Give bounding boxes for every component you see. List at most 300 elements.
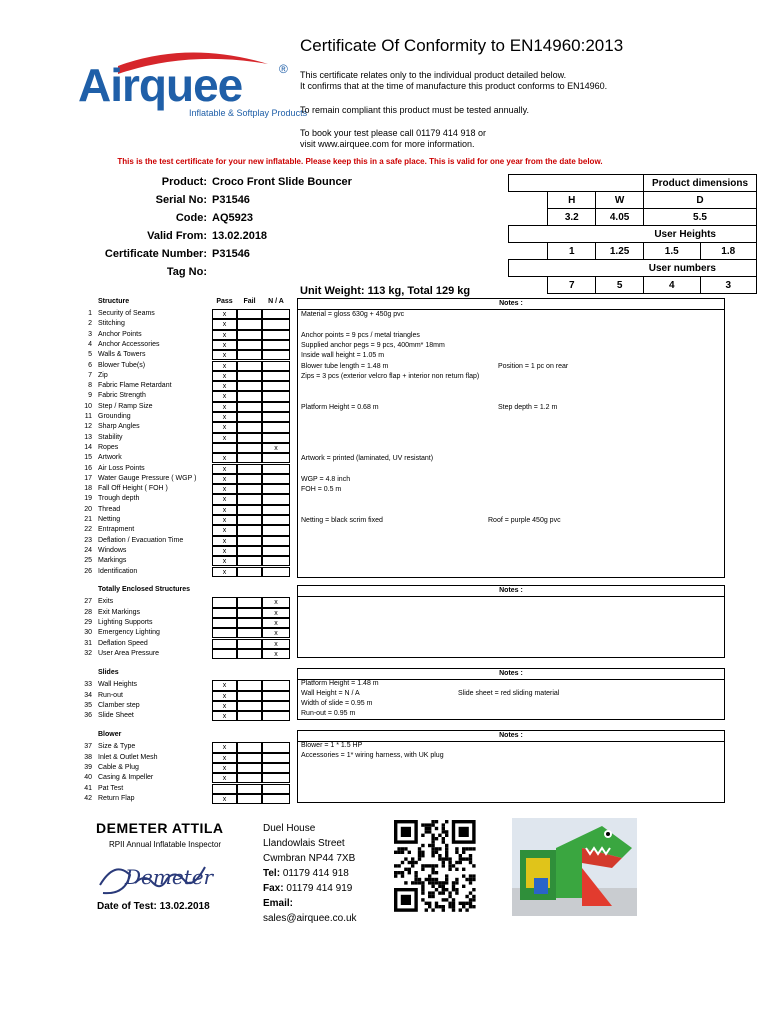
na-cell (262, 753, 290, 763)
note-wall-height: Inside wall height = 1.05 m (301, 352, 385, 359)
fail-cell (237, 412, 262, 422)
fail-cell (237, 371, 262, 381)
row-number: 4 (88, 340, 92, 348)
row-label: Anchor Points (98, 330, 142, 338)
fail-cell (237, 494, 262, 504)
na-cell: x (262, 618, 290, 628)
na-cell (262, 464, 290, 474)
row-label: Windows (98, 546, 127, 554)
na-cell (262, 484, 290, 494)
na-cell: x (262, 443, 290, 453)
na-cell (262, 319, 290, 329)
row-number: 6 (88, 361, 92, 369)
row-label: Lighting Supports (98, 618, 153, 626)
section-title: Blower (98, 731, 122, 738)
na-cell (262, 309, 290, 319)
pass-cell: x (212, 309, 237, 319)
row-number: 26 (84, 567, 92, 575)
fail-cell (237, 422, 262, 432)
code-value: AQ5923 (212, 212, 253, 224)
row-number: 12 (84, 423, 92, 431)
user-height-2: 1.25 (596, 243, 644, 260)
row-number: 28 (84, 608, 92, 616)
email-value: sales@airquee.co.uk (263, 913, 357, 924)
serial-value: P31546 (212, 194, 250, 206)
tel-label: Tel: (263, 868, 281, 879)
row-label: Slide Sheet (98, 712, 134, 720)
product-photo (512, 818, 637, 916)
na-cell (262, 556, 290, 566)
valid-from-value: 13.02.2018 (212, 230, 268, 242)
inspector-role: RPII Annual Inflatable Inspector (109, 840, 222, 849)
na-cell: x (262, 608, 290, 618)
user-height-3: 1.5 (644, 243, 701, 260)
na-cell (262, 494, 290, 504)
fail-cell (237, 567, 262, 577)
note-material: Material = gloss 630g + 450g pvc (301, 311, 405, 318)
fail-cell (237, 628, 262, 638)
croco-bouncer-image (512, 818, 637, 916)
pass-cell: x (212, 422, 237, 432)
pass-cell: x (212, 711, 237, 721)
row-label: Casing & Impeller (98, 774, 154, 782)
pass-cell: x (212, 567, 237, 577)
na-cell (262, 794, 290, 804)
row-label: Return Flap (98, 794, 135, 802)
row-number: 1 (88, 310, 92, 317)
na-cell (262, 773, 290, 783)
fail-cell (237, 361, 262, 371)
pass-cell: x (212, 319, 237, 329)
row-number: 5 (88, 351, 92, 359)
note-platform-height: Platform Height = 0.68 m (301, 404, 379, 411)
row-label: Pat Test (98, 784, 124, 792)
notes-header: Notes : (298, 731, 724, 742)
fail-cell (237, 639, 262, 649)
pass-cell: x (212, 536, 237, 546)
row-label: Ropes (98, 443, 119, 451)
row-number: 8 (88, 382, 92, 390)
row-label: Trough depth (98, 495, 140, 503)
pass-cell (212, 618, 237, 628)
row-number: 29 (84, 618, 92, 626)
notes-box-enclosed (297, 585, 725, 658)
row-number: 2 (88, 320, 92, 328)
pass-header: Pass (216, 298, 233, 305)
note-blower: Blower = 1 * 1.5 HP (301, 742, 363, 749)
pass-cell: x (212, 453, 237, 463)
row-label: Identification (98, 567, 138, 575)
pass-cell: x (212, 763, 237, 773)
fail-cell (237, 649, 262, 659)
intro-line-5: visit www.airquee.com for more information. (300, 139, 475, 149)
pass-cell: x (212, 546, 237, 556)
na-cell (262, 763, 290, 773)
row-number: 19 (84, 495, 92, 503)
fail-cell (237, 691, 262, 701)
fail-cell (237, 618, 262, 628)
user-number-3: 4 (644, 277, 701, 294)
fail-cell (237, 433, 262, 443)
section-title: Slides (98, 669, 119, 676)
na-cell (262, 474, 290, 484)
na-cell (262, 505, 290, 515)
pass-cell: x (212, 680, 237, 690)
pass-cell (212, 628, 237, 638)
pass-cell: x (212, 794, 237, 804)
code-label: Code: (175, 212, 207, 224)
fail-cell (237, 773, 262, 783)
row-number: 30 (84, 629, 92, 637)
notes-header: Notes : (298, 669, 724, 680)
pass-cell: x (212, 350, 237, 360)
fail-cell (237, 556, 262, 566)
fail-cell (237, 350, 262, 360)
note-slide-platform: Platform Height = 1.48 m (301, 680, 379, 687)
fail-cell (237, 742, 262, 752)
na-cell (262, 525, 290, 535)
address-line-3: Cwmbran NP44 7XB (263, 853, 356, 864)
pass-cell: x (212, 742, 237, 752)
dim-value-h: 3.2 (548, 209, 596, 226)
na-cell (262, 391, 290, 401)
fail-cell (237, 515, 262, 525)
row-number: 34 (84, 691, 92, 699)
intro-line-4: To book your test please call 01179 414 918 or (300, 128, 486, 138)
row-label: Zip (98, 371, 108, 379)
pass-cell: x (212, 515, 237, 525)
pass-cell: x (212, 505, 237, 515)
row-number: 39 (84, 763, 92, 771)
intro-line-3: To remain compliant this product must be tested annually. (300, 105, 529, 115)
fail-cell (237, 453, 262, 463)
intro-line-1: This certificate relates only to the individual product detailed below. (300, 70, 567, 80)
note-anchor-points: Anchor points = 9 pcs / metal triangles (301, 332, 420, 339)
row-label: Emergency Lighting (98, 629, 160, 637)
fail-cell (237, 608, 262, 618)
row-label: Air Loss Points (98, 464, 145, 472)
row-number: 23 (84, 536, 92, 544)
na-cell (262, 422, 290, 432)
row-number: 41 (84, 784, 92, 792)
qr-pattern (394, 820, 476, 912)
na-cell (262, 330, 290, 340)
note-foh: FOH = 0.5 m (301, 486, 342, 493)
certificate-title: Certificate Of Conformity to EN14960:2013 (300, 36, 624, 55)
row-number: 3 (88, 330, 92, 338)
fax-label: Fax: (263, 883, 284, 894)
dim-header-w: W (596, 192, 644, 209)
qr-code (394, 820, 476, 912)
note-zips: Zips = 3 pcs (exterior velcro flap + interior non return flap) (301, 373, 480, 380)
tel-value: 01179 414 918 (282, 868, 349, 879)
dimensions-table (508, 174, 757, 294)
pass-cell: x (212, 753, 237, 763)
row-label: Size & Type (98, 743, 136, 751)
fail-cell (237, 402, 262, 412)
pass-cell: x (212, 412, 237, 422)
row-number: 40 (84, 774, 92, 782)
row-number: 10 (84, 402, 92, 410)
row-number: 35 (84, 701, 92, 709)
row-number: 24 (84, 546, 92, 554)
na-cell (262, 402, 290, 412)
pass-cell: x (212, 494, 237, 504)
na-cell (262, 412, 290, 422)
dim-header-h: H (548, 192, 596, 209)
row-number: 25 (84, 557, 92, 565)
row-number: 15 (84, 454, 92, 462)
pass-cell: x (212, 691, 237, 701)
na-cell (262, 371, 290, 381)
pass-cell: x (212, 773, 237, 783)
row-number: 18 (84, 485, 92, 493)
row-number: 17 (84, 474, 92, 482)
user-height-4: 1.8 (700, 243, 757, 260)
row-number: 33 (84, 681, 92, 689)
intro-line-2: It confirms that at the time of manufacture this product conforms to EN14960. (300, 81, 608, 91)
na-cell (262, 433, 290, 443)
row-number: 20 (84, 505, 92, 513)
pass-cell (212, 784, 237, 794)
row-number: 27 (84, 598, 92, 606)
row-label: Exit Markings (98, 608, 141, 616)
user-number-2: 5 (596, 277, 644, 294)
row-number: 38 (84, 753, 92, 761)
dimensions-title: Product dimensions (644, 175, 757, 192)
fail-cell (237, 794, 262, 804)
dim-value-w: 4.05 (596, 209, 644, 226)
row-label: Stitching (98, 320, 125, 328)
na-cell (262, 691, 290, 701)
fail-header: Fail (243, 298, 256, 305)
na-cell (262, 567, 290, 577)
na-cell (262, 381, 290, 391)
certificate-number-label: Certificate Number: (104, 248, 207, 260)
telephone (263, 868, 349, 879)
row-label: Markings (98, 557, 127, 565)
row-label: Deflation Speed (98, 639, 148, 647)
unit-weight: Unit Weight: 113 kg, Total 129 kg (300, 285, 471, 297)
row-label: Blower Tube(s) (98, 361, 146, 369)
row-label: Water Gauge Pressure ( WGP ) (98, 474, 197, 482)
signature (95, 855, 215, 900)
pass-cell: x (212, 381, 237, 391)
row-label: User Area Pressure (98, 649, 160, 657)
row-label: Walls & Towers (98, 351, 146, 359)
signature-text: Demeter (125, 865, 214, 889)
logo-brand: Airquee (78, 59, 243, 111)
note-slide-sheet: Slide sheet = red sliding material (458, 690, 560, 697)
na-cell: x (262, 639, 290, 649)
note-slide-wall: Wall Height = N / A (301, 690, 360, 697)
row-number: 7 (88, 371, 92, 379)
note-slide-runout: Run-out = 0.95 m (301, 710, 356, 717)
fail-cell (237, 464, 262, 474)
pass-cell: x (212, 556, 237, 566)
user-height-1: 1 (548, 243, 596, 260)
inspector-name: DEMETER ATTILA (96, 820, 224, 836)
row-label: Fall Off Height ( FOH ) (98, 485, 168, 493)
row-number: 31 (84, 639, 92, 647)
serial-label: Serial No: (155, 194, 207, 206)
fail-cell (237, 340, 262, 350)
validity-notice: This is the test certificate for your new inflatable. Please keep this in a safe place. This is valid for one year from the date below. (117, 157, 603, 166)
row-number: 42 (84, 794, 92, 802)
address-line-2: Llandowlais Street (263, 838, 345, 849)
na-header: N / A (268, 298, 284, 305)
row-label: Inlet & Outlet Mesh (98, 753, 158, 761)
fax (263, 883, 352, 894)
row-number: 14 (84, 443, 92, 451)
row-label: Netting (98, 516, 121, 523)
pass-cell: x (212, 525, 237, 535)
fail-cell (237, 597, 262, 607)
pass-cell (212, 443, 237, 453)
note-blower-position: Position = 1 pc on rear (498, 363, 569, 370)
row-label: Security of Seams (98, 310, 155, 317)
row-number: 21 (84, 516, 92, 523)
fax-value: 01179 414 919 (286, 883, 353, 894)
row-label: Thread (98, 505, 121, 513)
row-label: Anchor Accessories (98, 340, 160, 348)
notes-box-structure (297, 298, 725, 578)
notes-header: Notes : (298, 586, 724, 597)
certificate-number-value: P31546 (212, 248, 250, 260)
pass-cell: x (212, 361, 237, 371)
pass-cell: x (212, 330, 237, 340)
fail-cell (237, 319, 262, 329)
na-cell (262, 701, 290, 711)
fail-cell (237, 711, 262, 721)
na-cell (262, 536, 290, 546)
note-anchor-pegs: Supplied anchor pegs = 9 pcs, 400mm* 18mm (301, 342, 445, 349)
valid-from-label: Valid From: (147, 230, 207, 242)
row-label: Deflation / Evacuation Time (98, 536, 184, 544)
na-cell (262, 784, 290, 794)
note-step-depth: Step depth = 1.2 m (498, 404, 558, 411)
section-title: Totally Enclosed Structures (98, 586, 191, 593)
row-number: 32 (84, 649, 92, 657)
structure-header: Structure (98, 298, 130, 305)
row-number: 37 (84, 743, 92, 751)
pass-cell: x (212, 391, 237, 401)
airquee-logo (78, 44, 308, 124)
fail-cell (237, 753, 262, 763)
row-label: Sharp Angles (98, 423, 140, 431)
date-of-test: Date of Test: 13.02.2018 (97, 901, 210, 912)
logo-tagline: Inflatable & Softplay Products (189, 108, 308, 118)
notes-header: Notes : (298, 299, 724, 310)
fail-cell (237, 381, 262, 391)
email-label: Email: (263, 898, 294, 909)
row-label: Exits (98, 598, 114, 606)
na-cell: x (262, 649, 290, 659)
na-cell (262, 711, 290, 721)
row-number: 36 (84, 712, 92, 720)
fail-cell (237, 474, 262, 484)
row-number: 9 (88, 392, 92, 400)
row-label: Fabric Flame Retardant (98, 382, 172, 390)
fail-cell (237, 484, 262, 494)
fail-cell (237, 525, 262, 535)
tag-label: Tag No: (166, 266, 207, 278)
dim-header-d: D (644, 192, 757, 209)
pass-cell: x (212, 701, 237, 711)
pass-cell: x (212, 402, 237, 412)
pass-cell (212, 639, 237, 649)
pass-cell: x (212, 371, 237, 381)
pass-cell: x (212, 464, 237, 474)
pass-cell: x (212, 474, 237, 484)
note-netting: Netting = black scrim fixed (301, 517, 383, 524)
row-label: Run-out (98, 691, 123, 699)
na-cell (262, 361, 290, 371)
na-cell (262, 340, 290, 350)
fail-cell (237, 546, 262, 556)
dim-value-d: 5.5 (644, 209, 757, 226)
notes-box-blower (297, 730, 725, 803)
na-cell (262, 680, 290, 690)
row-label: Wall Heights (98, 681, 138, 689)
row-label: Stability (98, 433, 123, 441)
row-label: Artwork (98, 454, 122, 462)
note-slide-width: Width of slide = 0.95 m (301, 700, 373, 707)
pass-cell (212, 597, 237, 607)
fail-cell (237, 330, 262, 340)
row-label: Grounding (98, 413, 131, 420)
address-line-1: Duel House (263, 823, 316, 834)
row-label: Cable & Plug (98, 763, 139, 771)
pass-cell (212, 649, 237, 659)
row-label: Entrapment (98, 526, 135, 534)
na-cell (262, 453, 290, 463)
pass-cell: x (212, 484, 237, 494)
fail-cell (237, 391, 262, 401)
notes-box-slides (297, 668, 725, 720)
fail-cell (237, 309, 262, 319)
note-blower-tube: Blower tube length = 1.48 m (301, 363, 389, 370)
fail-cell (237, 536, 262, 546)
row-number: 16 (84, 464, 92, 472)
note-accessories: Accessories = 1* wiring harness, with UK plug (301, 752, 444, 759)
user-heights-label: User Heights (509, 226, 757, 243)
fail-cell (237, 443, 262, 453)
row-label: Step / Ramp Size (98, 402, 153, 410)
product-label: Product: (161, 176, 207, 188)
pass-cell (212, 608, 237, 618)
pass-cell: x (212, 433, 237, 443)
pass-cell: x (212, 340, 237, 350)
fail-cell (237, 784, 262, 794)
product-value: Croco Front Slide Bouncer (212, 176, 352, 188)
note-artwork: Artwork = printed (laminated, UV resistant) (301, 455, 434, 462)
fail-cell (237, 701, 262, 711)
row-label: Fabric Strength (98, 392, 146, 400)
na-cell (262, 350, 290, 360)
row-label: Clamber step (98, 701, 140, 709)
na-cell (262, 515, 290, 525)
user-number-1: 7 (548, 277, 596, 294)
user-numbers-label: User numbers (509, 260, 757, 277)
row-number: 22 (84, 526, 92, 534)
na-cell: x (262, 597, 290, 607)
note-wgp: WGP = 4.8 inch (301, 476, 351, 483)
fail-cell (237, 505, 262, 515)
na-cell: x (262, 628, 290, 638)
fail-cell (237, 680, 262, 690)
na-cell (262, 546, 290, 556)
